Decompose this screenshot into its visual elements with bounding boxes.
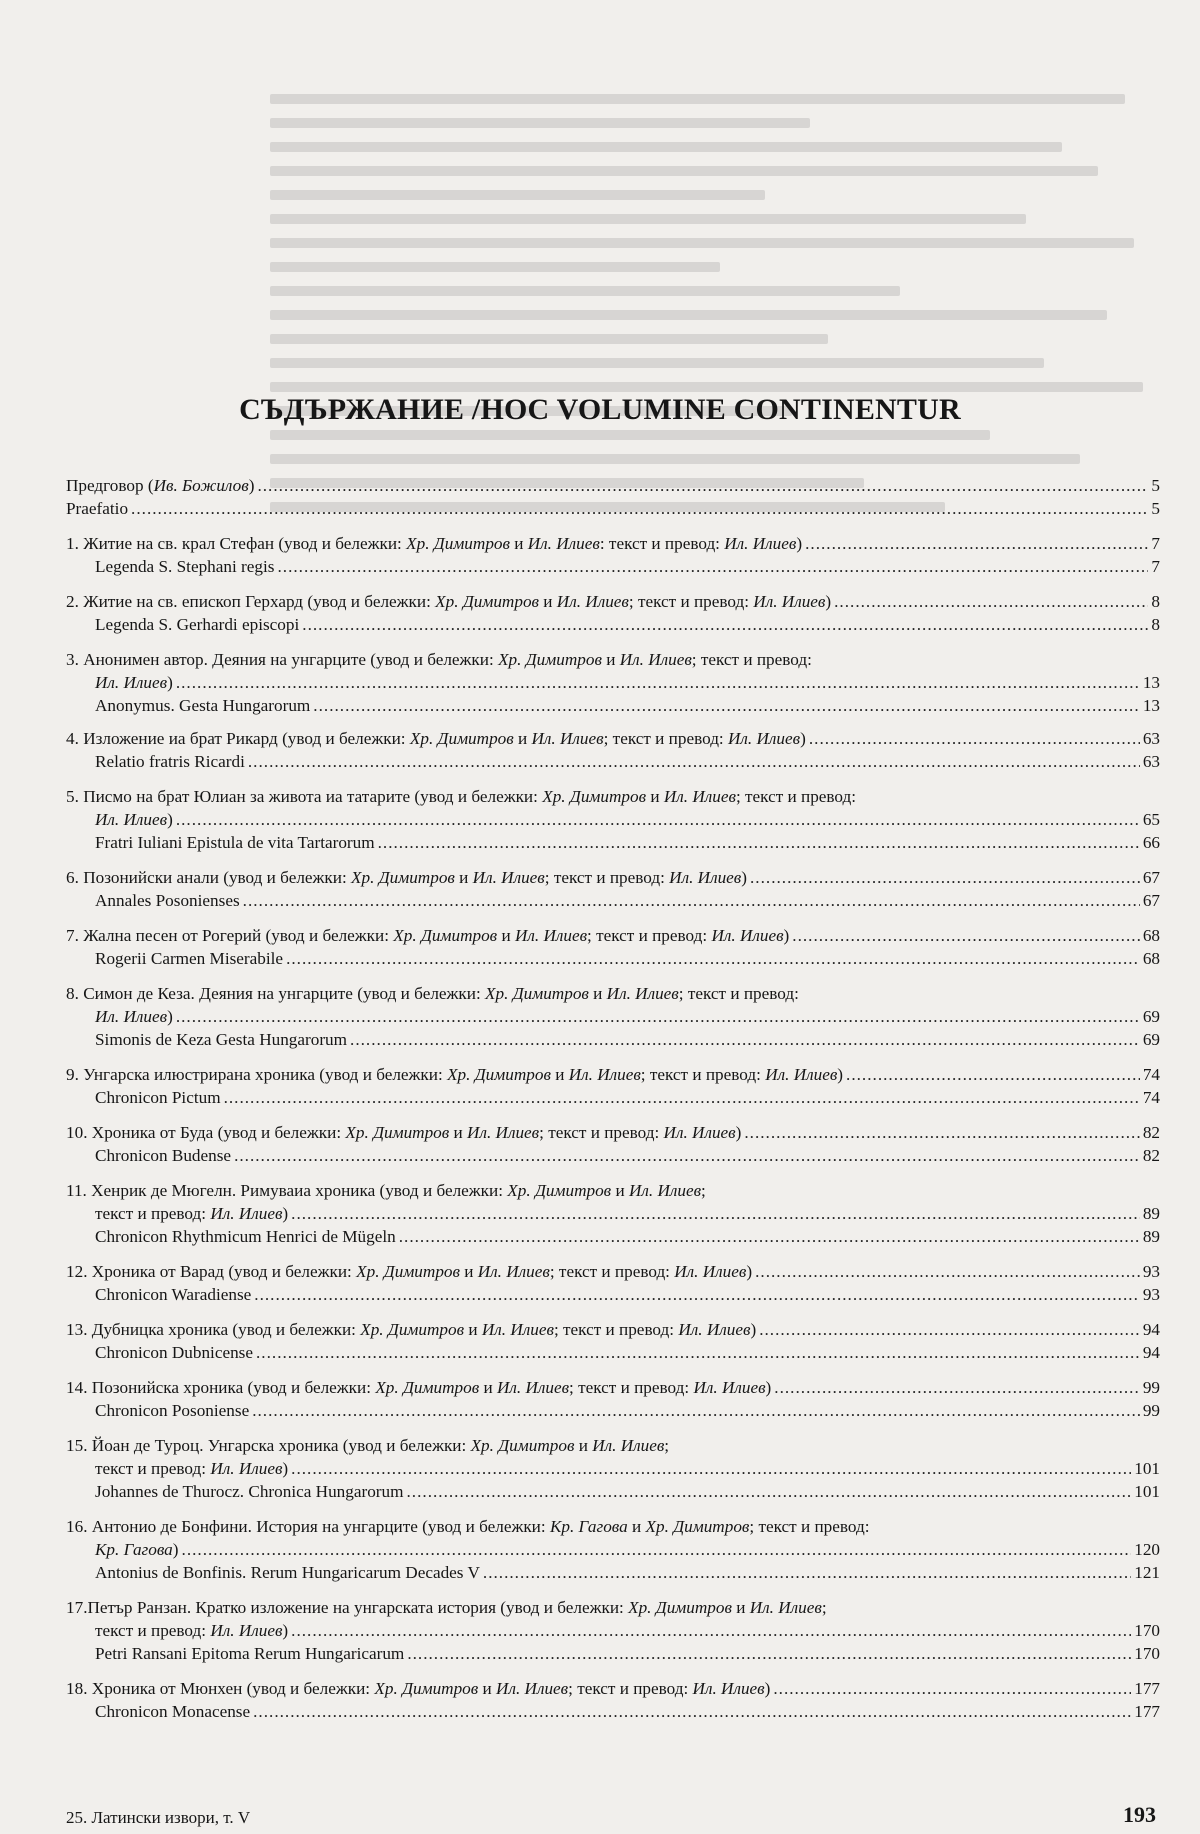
toc-line: 6. Позонийски анали (увод и бележки: Хр. Димитров и Ил. Илиев; текст и превод: Ил. Илиев) ..... 67 <box>66 866 1160 889</box>
toc-line: 12. Хроника от Варад (увод и бележки: Хр. Димитров и Ил. Илиев; текст и превод: Ил. Илиев) ..... 93 <box>66 1260 1160 1283</box>
toc-line: Chronicon Rhythmicum Henrici de Mügeln ..... 89 <box>66 1225 1160 1248</box>
page-number: 120 <box>1134 1540 1160 1559</box>
page-number: 63 <box>1142 729 1160 748</box>
page-number: 13 <box>1142 696 1160 715</box>
toc-line: 18. Хроника от Мюнхен (увод и бележки: Хр. Димитров и Ил. Илиев; текст и превод: Ил. Илиев) ..... 177 <box>66 1677 1160 1700</box>
page-number: 13 <box>1142 673 1160 692</box>
toc-line: текст и превод: Ил. Илиев) ..... 89 <box>66 1202 1160 1225</box>
toc-line: Simonis de Keza Gesta Hungarorum ..... 69 <box>66 1028 1160 1051</box>
toc-entry <box>66 648 1160 717</box>
toc-line: 9. Унгарска илюстрирана хроника (увод и бележки: Хр. Димитров и Ил. Илиев; текст и превод: Ил. Илиев) ..... 74 <box>66 1063 1160 1086</box>
toc-line: Ил. Илиев) ..... 69 <box>66 1005 1160 1028</box>
toc-entry <box>66 1063 1160 1109</box>
toc-line: 8. Симон де Кеза. Деяния на унгарците (увод и бележки: Хр. Димитров и Ил. Илиев; текст и превод: <box>66 984 799 1003</box>
page-number: 99 <box>1142 1401 1160 1420</box>
toc-entries <box>66 532 1160 1723</box>
toc-entry <box>66 866 1160 912</box>
toc-line: 13. Дубницка хроника (увод и бележки: Хр. Димитров и Ил. Илиев; текст и превод: Ил. Илиев) ..... 94 <box>66 1318 1160 1341</box>
page-number: 68 <box>1142 926 1160 945</box>
toc-line: Annales Posonienses ..... 67 <box>66 889 1160 912</box>
toc-line: 3. Анонимен автор. Деяния на унгарците (увод и бележки: Хр. Димитров и Ил. Илиев; текст и превод: <box>66 650 812 669</box>
toc-line: 4. Изложение иа брат Рикард (увод и бележки: Хр. Димитров и Ил. Илиев; текст и превод: Ил. Илиев) ..... 63 <box>66 727 1160 750</box>
toc-line: 15. Йоан де Туроц. Унгарска хроника (увод и бележки: Хр. Димитров и Ил. Илиев; <box>66 1436 670 1455</box>
toc-line: Anonymus. Gesta Hungarorum ..... 13 <box>66 694 1160 717</box>
toc-line: Legenda S. Gerhardi episcopi ..... 8 <box>66 613 1160 636</box>
toc-entry <box>66 532 1160 578</box>
toc-line: Fratri Iuliani Epistula de vita Tartarorum ..... 66 <box>66 831 1160 854</box>
toc-line: текст и превод: Ил. Илиев) ..... 170 <box>66 1619 1160 1642</box>
toc-line: Relatio fratris Ricardi ..... 63 <box>66 750 1160 773</box>
toc-line: 10. Хроника от Буда (увод и бележки: Хр. Димитров и Ил. Илиев; текст и превод: Ил. Илиев) ..... 82 <box>66 1121 1160 1144</box>
page-number: 89 <box>1142 1204 1160 1223</box>
page-number: 68 <box>1142 949 1160 968</box>
toc-entry <box>66 982 1160 1051</box>
page-number: 66 <box>1142 833 1160 852</box>
page-number: 101 <box>1134 1459 1160 1478</box>
toc-entry <box>66 1121 1160 1167</box>
toc-line: 2. Житие на св. епископ Герхард (увод и бележки: Хр. Димитров и Ил. Илиев; текст и превод: Ил. Илиев) ..... 8 <box>66 590 1160 613</box>
toc-entry <box>66 1376 1160 1422</box>
page-number: 94 <box>1142 1320 1160 1339</box>
toc-line-praefatio: Praefatio ..... 5 <box>66 497 1160 520</box>
toc-entry <box>66 1179 1160 1248</box>
page-number: 177 <box>1134 1702 1160 1721</box>
footer-page-number: 193 <box>1123 1802 1156 1827</box>
toc-line: 11. Хенрик де Мюгелн. Римуваиа хроника (увод и бележки: Хр. Димитров и Ил. Илиев; <box>66 1181 706 1200</box>
toc-line: Johannes de Thurocz. Chronica Hungarorum ..... 101 <box>66 1480 1160 1503</box>
page-number: 99 <box>1142 1378 1160 1397</box>
toc-line: Chronicon Monacense ..... 177 <box>66 1700 1160 1723</box>
page-title: СЪДЪРЖАНИЕ /HOC VOLUMINE CONTINENTUR <box>239 393 961 426</box>
toc-line: Antonius de Bonfinis. Rerum Hungaricarum Decades V ..... 121 <box>66 1561 1160 1584</box>
toc-line-preface: Предговор (Ив. Божилов) ..... 5 <box>66 474 1160 497</box>
toc-entry <box>66 785 1160 854</box>
page-number: 94 <box>1142 1343 1160 1362</box>
page-number: 89 <box>1142 1227 1160 1246</box>
toc-line: Rogerii Carmen Miserabile ..... 68 <box>66 947 1160 970</box>
toc-line: Chronicon Waradiense ..... 93 <box>66 1283 1160 1306</box>
toc-entry <box>66 924 1160 970</box>
page-number: 8 <box>1151 615 1160 634</box>
toc-line: 7. Жална песен от Рогерий (увод и бележки: Хр. Димитров и Ил. Илиев; текст и превод: Ил. Илиев) ..... 68 <box>66 924 1160 947</box>
toc-line: Chronicon Dubnicense ..... 94 <box>66 1341 1160 1364</box>
toc-line: 14. Позонийска хроника (увод и бележки: Хр. Димитров и Ил. Илиев; текст и превод: Ил. Илиев) ..... 99 <box>66 1376 1160 1399</box>
toc-line: Chronicon Budense ..... 82 <box>66 1144 1160 1167</box>
page-number: 69 <box>1142 1030 1160 1049</box>
page-number: 82 <box>1142 1123 1160 1142</box>
page-number: 5 <box>1151 476 1160 495</box>
page-number: 63 <box>1142 752 1160 771</box>
toc-entry <box>66 590 1160 636</box>
toc-line: Ил. Илиев) ..... 65 <box>66 808 1160 831</box>
toc-entry <box>66 1260 1160 1306</box>
page-number: 177 <box>1134 1679 1160 1698</box>
page-number: 82 <box>1142 1146 1160 1165</box>
toc-line: 5. Писмо на брат Юлиан за живота иа татарите (увод и бележки: Хр. Димитров и Ил. Илиев; текст и превод: <box>66 787 857 806</box>
page-number: 101 <box>1134 1482 1160 1501</box>
toc-line: Legenda S. Stephani regis ..... 7 <box>66 555 1160 578</box>
page-number: 74 <box>1142 1088 1160 1107</box>
page-number: 93 <box>1142 1262 1160 1281</box>
toc-line: Ил. Илиев) ..... 13 <box>66 671 1160 694</box>
toc-line: Petri Ransani Epitoma Rerum Hungaricarum ..... 170 <box>66 1642 1160 1665</box>
toc-line: 17.Петър Ранзан. Кратко изложение на унгарската история (увод и бележки: Хр. Димитров и Ил. Илиев; <box>66 1598 827 1617</box>
page-number: 8 <box>1151 592 1160 611</box>
page-number: 65 <box>1142 810 1160 829</box>
toc-entry <box>66 1434 1160 1503</box>
toc-line: 1. Житие на св. крал Стефан (увод и бележки: Хр. Димитров и Ил. Илиев: текст и превод: Ил. Илиев) ..... 7 <box>66 532 1160 555</box>
table-of-contents <box>66 474 1160 1735</box>
page-number: 69 <box>1142 1007 1160 1026</box>
page-number: 67 <box>1142 891 1160 910</box>
page-number: 74 <box>1142 1065 1160 1084</box>
toc-line: текст и превод: Ил. Илиев) ..... 101 <box>66 1457 1160 1480</box>
toc-entry <box>66 1318 1160 1364</box>
toc-entry <box>66 1515 1160 1584</box>
page-number: 170 <box>1134 1621 1160 1640</box>
toc-line: Chronicon Pictum ..... 74 <box>66 1086 1160 1109</box>
toc-entry <box>66 1677 1160 1723</box>
footer-volume: 25. Латински извори, т. V <box>66 1808 251 1827</box>
page-number: 67 <box>1142 868 1160 887</box>
page-number: 121 <box>1134 1563 1160 1582</box>
page-number: 93 <box>1142 1285 1160 1304</box>
page-number: 7 <box>1151 534 1160 553</box>
page-number: 170 <box>1134 1644 1160 1663</box>
toc-line: Кр. Гагова) ..... 120 <box>66 1538 1160 1561</box>
page-number: 7 <box>1151 557 1160 576</box>
toc-line: Chronicon Posoniense ..... 99 <box>66 1399 1160 1422</box>
toc-entry <box>66 727 1160 773</box>
toc-entry <box>66 1596 1160 1665</box>
toc-line: 16. Антонио де Бонфини. История на унгарците (увод и бележки: Кр. Гагова и Хр. Димитров; текст и превод: <box>66 1517 870 1536</box>
page-number: 5 <box>1151 499 1160 518</box>
